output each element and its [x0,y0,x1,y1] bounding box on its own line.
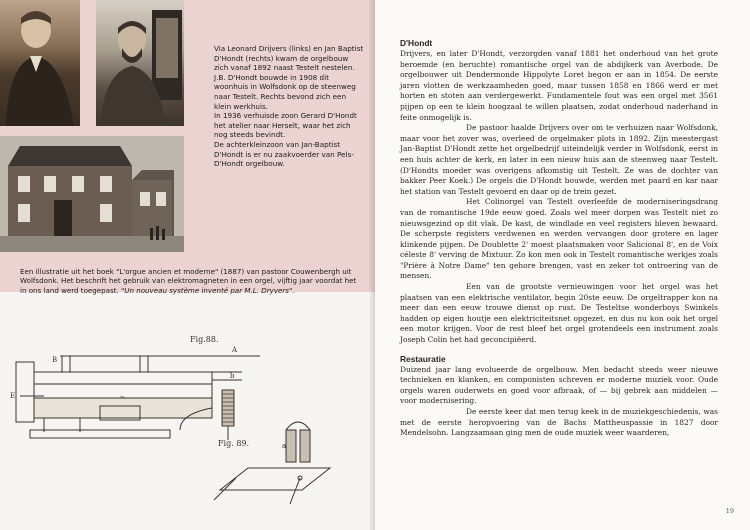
label-a: A [232,346,238,354]
illustration-caption-text: Een illustratie uit het boek "L'orgue ancien et moderne" (1887) van pastoor Couwenbergh uit Wolfsdonk. Het beschrift het gebruik van elektromagneten in een orgel, vijftig jaar voordat het in ons land werd toegepast. [20,267,357,295]
caption-line: In 1936 verhuisde zoon Gerard D'Hondt het atelier naar Herselt, waar het zich nog steeds bevindt. [214,111,357,140]
paragraph: Drijvers, en later D'Hondt, verzorgden vanaf 1881 het onderhoud van het grote beroemde (en beruchte) romantische orgel van de abdijkerk van Averbode. De orgelbouwer uit Dendermonde Hippolyte Loret begon er aan in 1854. De eerste jaren vlotten de werkzaamheden goed, maar tussen 1858 en 1866 werd er met horten en stoten aan verdergewerkt. Fundamentele fout was een orgel met 3561 pijpen op een te klein hoogzaal te willen plaatsen, zodat onderhoud naderhand in feite onmogelijk is. [400,49,718,122]
portrait-photo-drijvers [0,0,80,126]
paragraph: De pastoor haalde Drijvers over om te verhuizen naar Wolfsdonk, maar voor het zover was, overleed de orgelmaker plots in 1892. Zijn meestergast Jan-Baptist D'Hondt zette het orgelbedrijf uiteindelijk verder in Wolfsdonk, eerst in een huis achter de kerk, en later in een nieuw huis aan de steenweg naar Testelt. (D'Hondts moeder was overigens afkomstig uit Testelt. Ze was de dochter van bakker Peer Koek.) De orgels die D'Hondt bouwde, werden met paard en kar naar het station van Testelt gevoerd en daar op de trein gezet. [400,123,718,196]
caption-line: Via Leonard Drijvers (links) en Jan Baptist D'Hondt (rechts) kwam de orgelbouw zich vanaf 1892 naast Testelt nestelen. [214,44,364,73]
fig89-label: Fig. 89. [218,439,250,448]
paragraph: Een van de grootste vernieuwingen voor het orgel was het plaatsen van een elektrische ventilator, begin 20ste eeuw. De orgeltrapper kon na meer dan een eeuw trouwe dienst op rust. De Testeltse wonderboys Swinkels hadden op eigen houtje een elektriciteitsnet opgezet, en dus nu kon ook het orgel een motor krijgen. Voor de rest bleef het orgel grotendeels een instrument zoals Joseph Colin het had geconcipiëerd. [400,282,718,345]
technical-drawing [0,318,375,530]
house-photo [0,136,184,252]
section-heading-dhondt: D'Hondt [400,38,433,48]
label-b-small: b [230,372,235,380]
section-heading-restauratie: Restauratie [400,353,446,364]
illustration-caption-quote: "Un nouveau système inventé par M.L. Dryvers". [121,285,295,295]
paragraph: De eerste keer dat men terug keek in de muziekgeschiedenis, was met de eerste heropvoering van de Bachs Mattheuspassie in 1827 door Mendelsohn. Langzaamaan ging men de oude muziek weer waarderen, [400,407,718,438]
label-a-small: a [282,442,287,450]
illustration-caption [20,267,365,295]
caption-line: De achterkleinzoon van Jan-Baptist D'Hondt is er nu zaakvoerder van Pels-D'Hondt orgelbouw. [214,139,354,169]
photo-caption [214,44,364,169]
caption-line: J.B. D'Hondt bouwde in 1908 dit woonhuis in Wolfsdonk op de steenweg naar Testelt. Rechts bevond zich een klein werkhuis. [214,72,356,111]
right-page [375,0,750,530]
paragraph: Duizend jaar lang evolueerde de orgelbouw. Men bedacht steeds weer nieuwe technieken en klanken, en componisten schreven er moderne muziek voor. Oude orgels waren ouderwets en goed voor afbraak, of — bij gebrek aan middelen — voor modernisering. [400,364,718,406]
article-column [400,38,718,439]
portrait-photo-dhondt [96,0,184,126]
paragraph: Het Colinorgel van Testelt overleefde de moderniseringsdrang van de romantische 19de eeuw goed. Zoals wel meer dorpen was Testelt niet zo nieuwsgezind op dit vlak. De kast, de windlade en veel registers bleven bewaard. De scherpste registers verdwenen en werden vervangen door grotere en lager klinkende pijpen. De Doublette 2' moest plaatsmaken voor Salicional 8', en de Voix céleste 8' verving de Mixtuur. Zo kon men ook in Testelt romantische werkjes zoals "Prière à Notre Dame" ten gehore brengen, vast en zeker tot ontroering van de mensen. [400,197,718,281]
label-e: E [10,392,16,400]
fig88-label: Fig.88. [190,335,219,344]
page-number: 19 [725,507,734,515]
label-b: B [52,356,58,364]
